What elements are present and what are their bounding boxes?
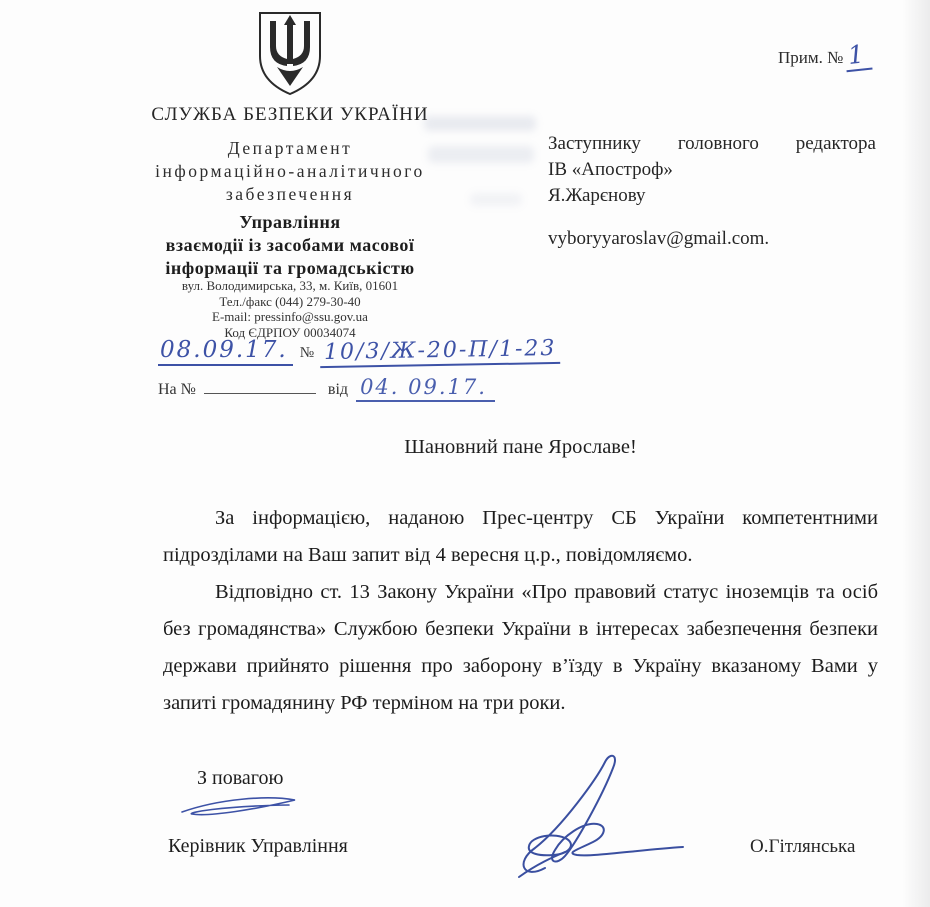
reply-from-label: від <box>327 381 349 398</box>
closing-regards: З повагою <box>197 767 284 789</box>
scan-smudge <box>428 146 534 163</box>
reply-reference-row <box>158 375 578 402</box>
unit-name <box>85 211 495 280</box>
ukraine-trident-shield-icon <box>85 10 495 103</box>
reference-block <box>158 337 578 402</box>
signer-position: Керівник Управління <box>168 835 348 857</box>
number-sign-label: № <box>299 345 315 361</box>
address-line: Тел./факс (044) 279-30-40 <box>219 293 361 309</box>
body-paragraph: Відповідно ст. 13 Закону України «Про правовий статус іноземців та осіб без громадянства» Службою безпеки України в інтересах забезпечення безпеки держави прийнято рішення про заборону в’їзду в Україну вказаному Вами у запиті громадянину РФ терміном на три роки. <box>163 581 878 714</box>
copy-note-handwritten-number: 1 <box>844 39 873 73</box>
copy-note <box>778 40 871 71</box>
outgoing-reference-row <box>158 337 578 366</box>
salutation: Шановний пане Ярославе! <box>404 436 637 458</box>
recipient-line: Заступнику головного редактора <box>548 133 876 154</box>
copy-note-label: Прим. № <box>778 48 844 67</box>
scan-smudge <box>470 193 522 206</box>
outgoing-number-handwritten: 10/3/Ж-20-П/1-23 <box>320 336 561 368</box>
department-line: забезпечення <box>225 184 355 204</box>
recipient-email: vyboryyaroslav@gmail.com. <box>548 228 770 249</box>
unit-line: взаємодії із засобами масової <box>165 235 415 255</box>
address-line: вул. Володимирська, 33, м. Київ, 01601 <box>181 278 399 293</box>
department-line: інформаційно-аналітичного <box>155 161 425 181</box>
unit-line: інформації та громадськістю <box>165 258 415 278</box>
body-paragraph: За інформацією, наданою Прес-центру СБ України компетентними підрозділами на Ваш запит від 4 вересня ц.р., повідомляємо. <box>163 507 878 566</box>
scan-edge-shadow <box>902 0 930 907</box>
address-line: Код ЄДРПОУ 00034074 <box>224 324 356 340</box>
recipient-line: ІВ «Апостроф» <box>548 159 673 180</box>
handwritten-signature <box>515 750 695 890</box>
reply-number-label: На № <box>158 381 196 398</box>
unit-line: Управління <box>239 212 341 232</box>
outgoing-date-handwritten: 08.09.17. <box>158 337 293 366</box>
recipient-line: Я.Жарєнову <box>548 185 646 206</box>
handwritten-flourish <box>179 793 299 826</box>
recipient-block <box>548 131 876 252</box>
address-line: E-mail: pressinfo@ssu.gov.ua <box>212 309 368 324</box>
org-address <box>85 278 495 340</box>
signer-name: О.Гітлянська <box>750 836 856 857</box>
reply-number-blank <box>204 379 316 394</box>
org-name: СЛУЖБА БЕЗПЕКИ УКРАЇНИ <box>151 104 429 125</box>
reply-date-handwritten: 04. 09.17. <box>356 375 495 402</box>
department-line: Департамент <box>227 138 353 158</box>
scan-smudge <box>424 116 536 131</box>
letter-body <box>163 500 878 722</box>
